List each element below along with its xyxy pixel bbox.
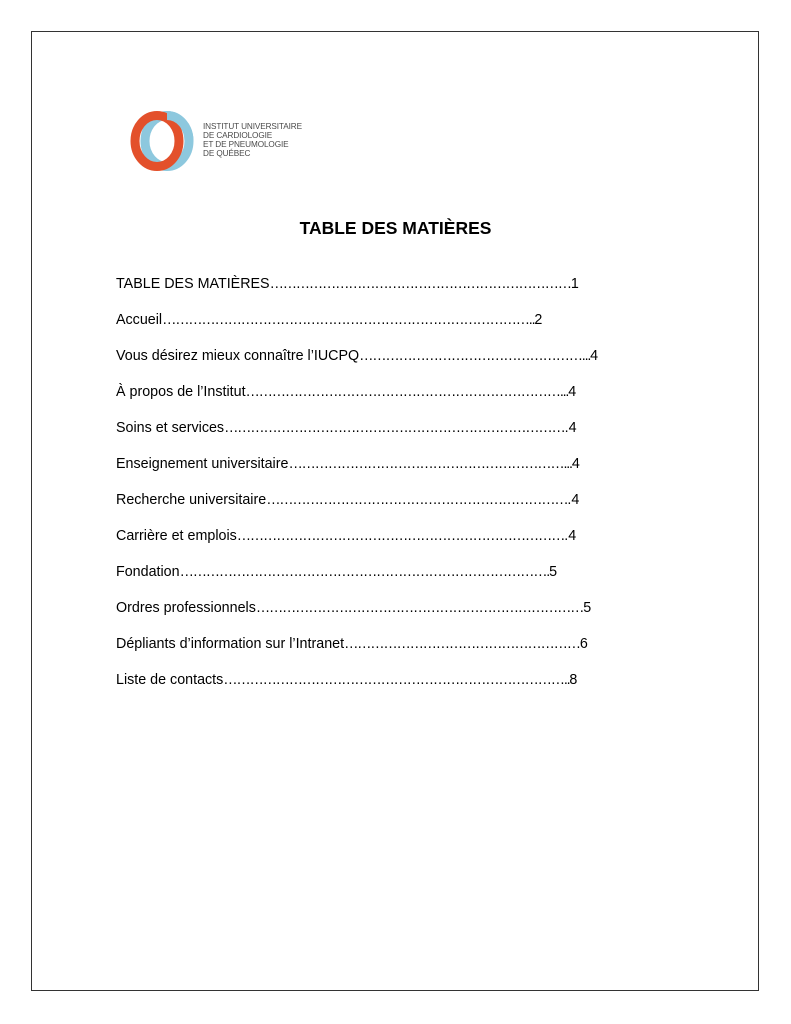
toc-entry-label: À propos de l’Institut	[116, 384, 246, 400]
toc-entry[interactable]	[116, 597, 672, 633]
toc-page-number: 5	[583, 600, 592, 616]
logo-line: DE CARDIOLOGIE	[203, 131, 273, 140]
toc-entry-link[interactable]	[116, 564, 557, 580]
toc-page-number: 5	[549, 564, 558, 580]
toc-entry-link[interactable]	[116, 528, 576, 544]
toc-entry-label: Soins et services	[116, 420, 225, 436]
toc-entry-label: Enseignement universitaire	[116, 456, 289, 472]
logo-wordmark	[203, 122, 302, 158]
table-of-contents	[116, 273, 672, 705]
toc-entry-link[interactable]	[116, 312, 542, 328]
toc-entry-label: Accueil	[116, 312, 163, 328]
toc-entry-link[interactable]	[116, 420, 577, 436]
toc-dot-leader: ………………………………………………………………...	[245, 384, 569, 400]
toc-entry-link[interactable]	[116, 672, 577, 688]
toc-dot-leader: ………………………………………………	[344, 636, 580, 652]
toc-entry[interactable]	[116, 417, 672, 453]
toc-page-number: 4	[568, 384, 577, 400]
toc-entry[interactable]	[116, 309, 672, 345]
logo-rings-icon	[127, 110, 199, 172]
toc-entry-label: Fondation	[116, 564, 180, 580]
toc-page-number: 8	[569, 672, 578, 688]
toc-page-number: 1	[570, 276, 579, 292]
toc-dot-leader: ………………………………………………………………………….	[179, 564, 550, 580]
toc-page-number: .4	[567, 492, 580, 508]
logo-line: ET DE PNEUMOLOGIE	[203, 140, 289, 149]
toc-entry-link[interactable]	[116, 384, 576, 400]
toc-entry[interactable]	[116, 489, 672, 525]
toc-dot-leader: ……………………………………………………………	[266, 492, 568, 508]
toc-entry[interactable]	[116, 633, 672, 669]
toc-entry[interactable]	[116, 561, 672, 597]
toc-page-number: 2	[534, 312, 543, 328]
toc-dot-leader: ……………………………………………...	[359, 348, 591, 364]
logo-line: INSTITUT UNIVERSITAIRE	[203, 122, 302, 131]
toc-entry-label: Recherche universitaire	[116, 492, 267, 508]
toc-entry-link[interactable]	[116, 456, 580, 472]
page-title: TABLE DES MATIÈRES	[299, 218, 492, 238]
toc-dot-leader: …………………………………………………………………	[236, 528, 565, 544]
toc-page-number: 6	[579, 636, 588, 652]
toc-entry-label: Dépliants d’information sur l’Intranet	[116, 636, 345, 652]
toc-dot-leader: ……………………………………………………………………..	[223, 672, 570, 688]
toc-dot-leader: ……………………………………………………………………	[224, 420, 565, 436]
toc-entry-label: TABLE DES MATIÈRES	[116, 276, 270, 292]
toc-entry[interactable]	[116, 273, 672, 309]
toc-entry-label: Carrière et emplois	[116, 528, 237, 544]
toc-entry[interactable]	[116, 381, 672, 417]
toc-page-number: 4	[571, 456, 580, 472]
toc-entry[interactable]	[116, 345, 672, 381]
toc-entry-label: Vous désirez mieux connaître l’IUCPQ	[116, 348, 360, 364]
toc-page-number: .4	[564, 420, 577, 436]
toc-dot-leader: …………………………………………………………………………..	[162, 312, 535, 328]
toc-dot-leader: …………………………………………………………………	[255, 600, 584, 616]
toc-entry-link[interactable]	[116, 348, 598, 364]
toc-dot-leader: ……………………………………………………………	[269, 276, 571, 292]
toc-entry[interactable]	[116, 669, 672, 705]
iucpq-logo	[127, 110, 327, 172]
toc-entry-link[interactable]	[116, 276, 579, 292]
logo-line: DE QUÉBEC	[203, 149, 251, 158]
toc-dot-leader: ………………………………………………………...	[288, 456, 572, 472]
toc-entry[interactable]	[116, 525, 672, 561]
toc-entry-link[interactable]	[116, 492, 579, 508]
toc-entry-label: Ordres professionnels	[116, 600, 256, 616]
toc-page-number: .4	[564, 528, 577, 544]
toc-page-number: 4	[590, 348, 599, 364]
toc-entry-link[interactable]	[116, 636, 588, 652]
toc-entry[interactable]	[116, 453, 672, 489]
toc-entry-label: Liste de contacts	[116, 672, 224, 688]
toc-entry-link[interactable]	[116, 600, 591, 616]
